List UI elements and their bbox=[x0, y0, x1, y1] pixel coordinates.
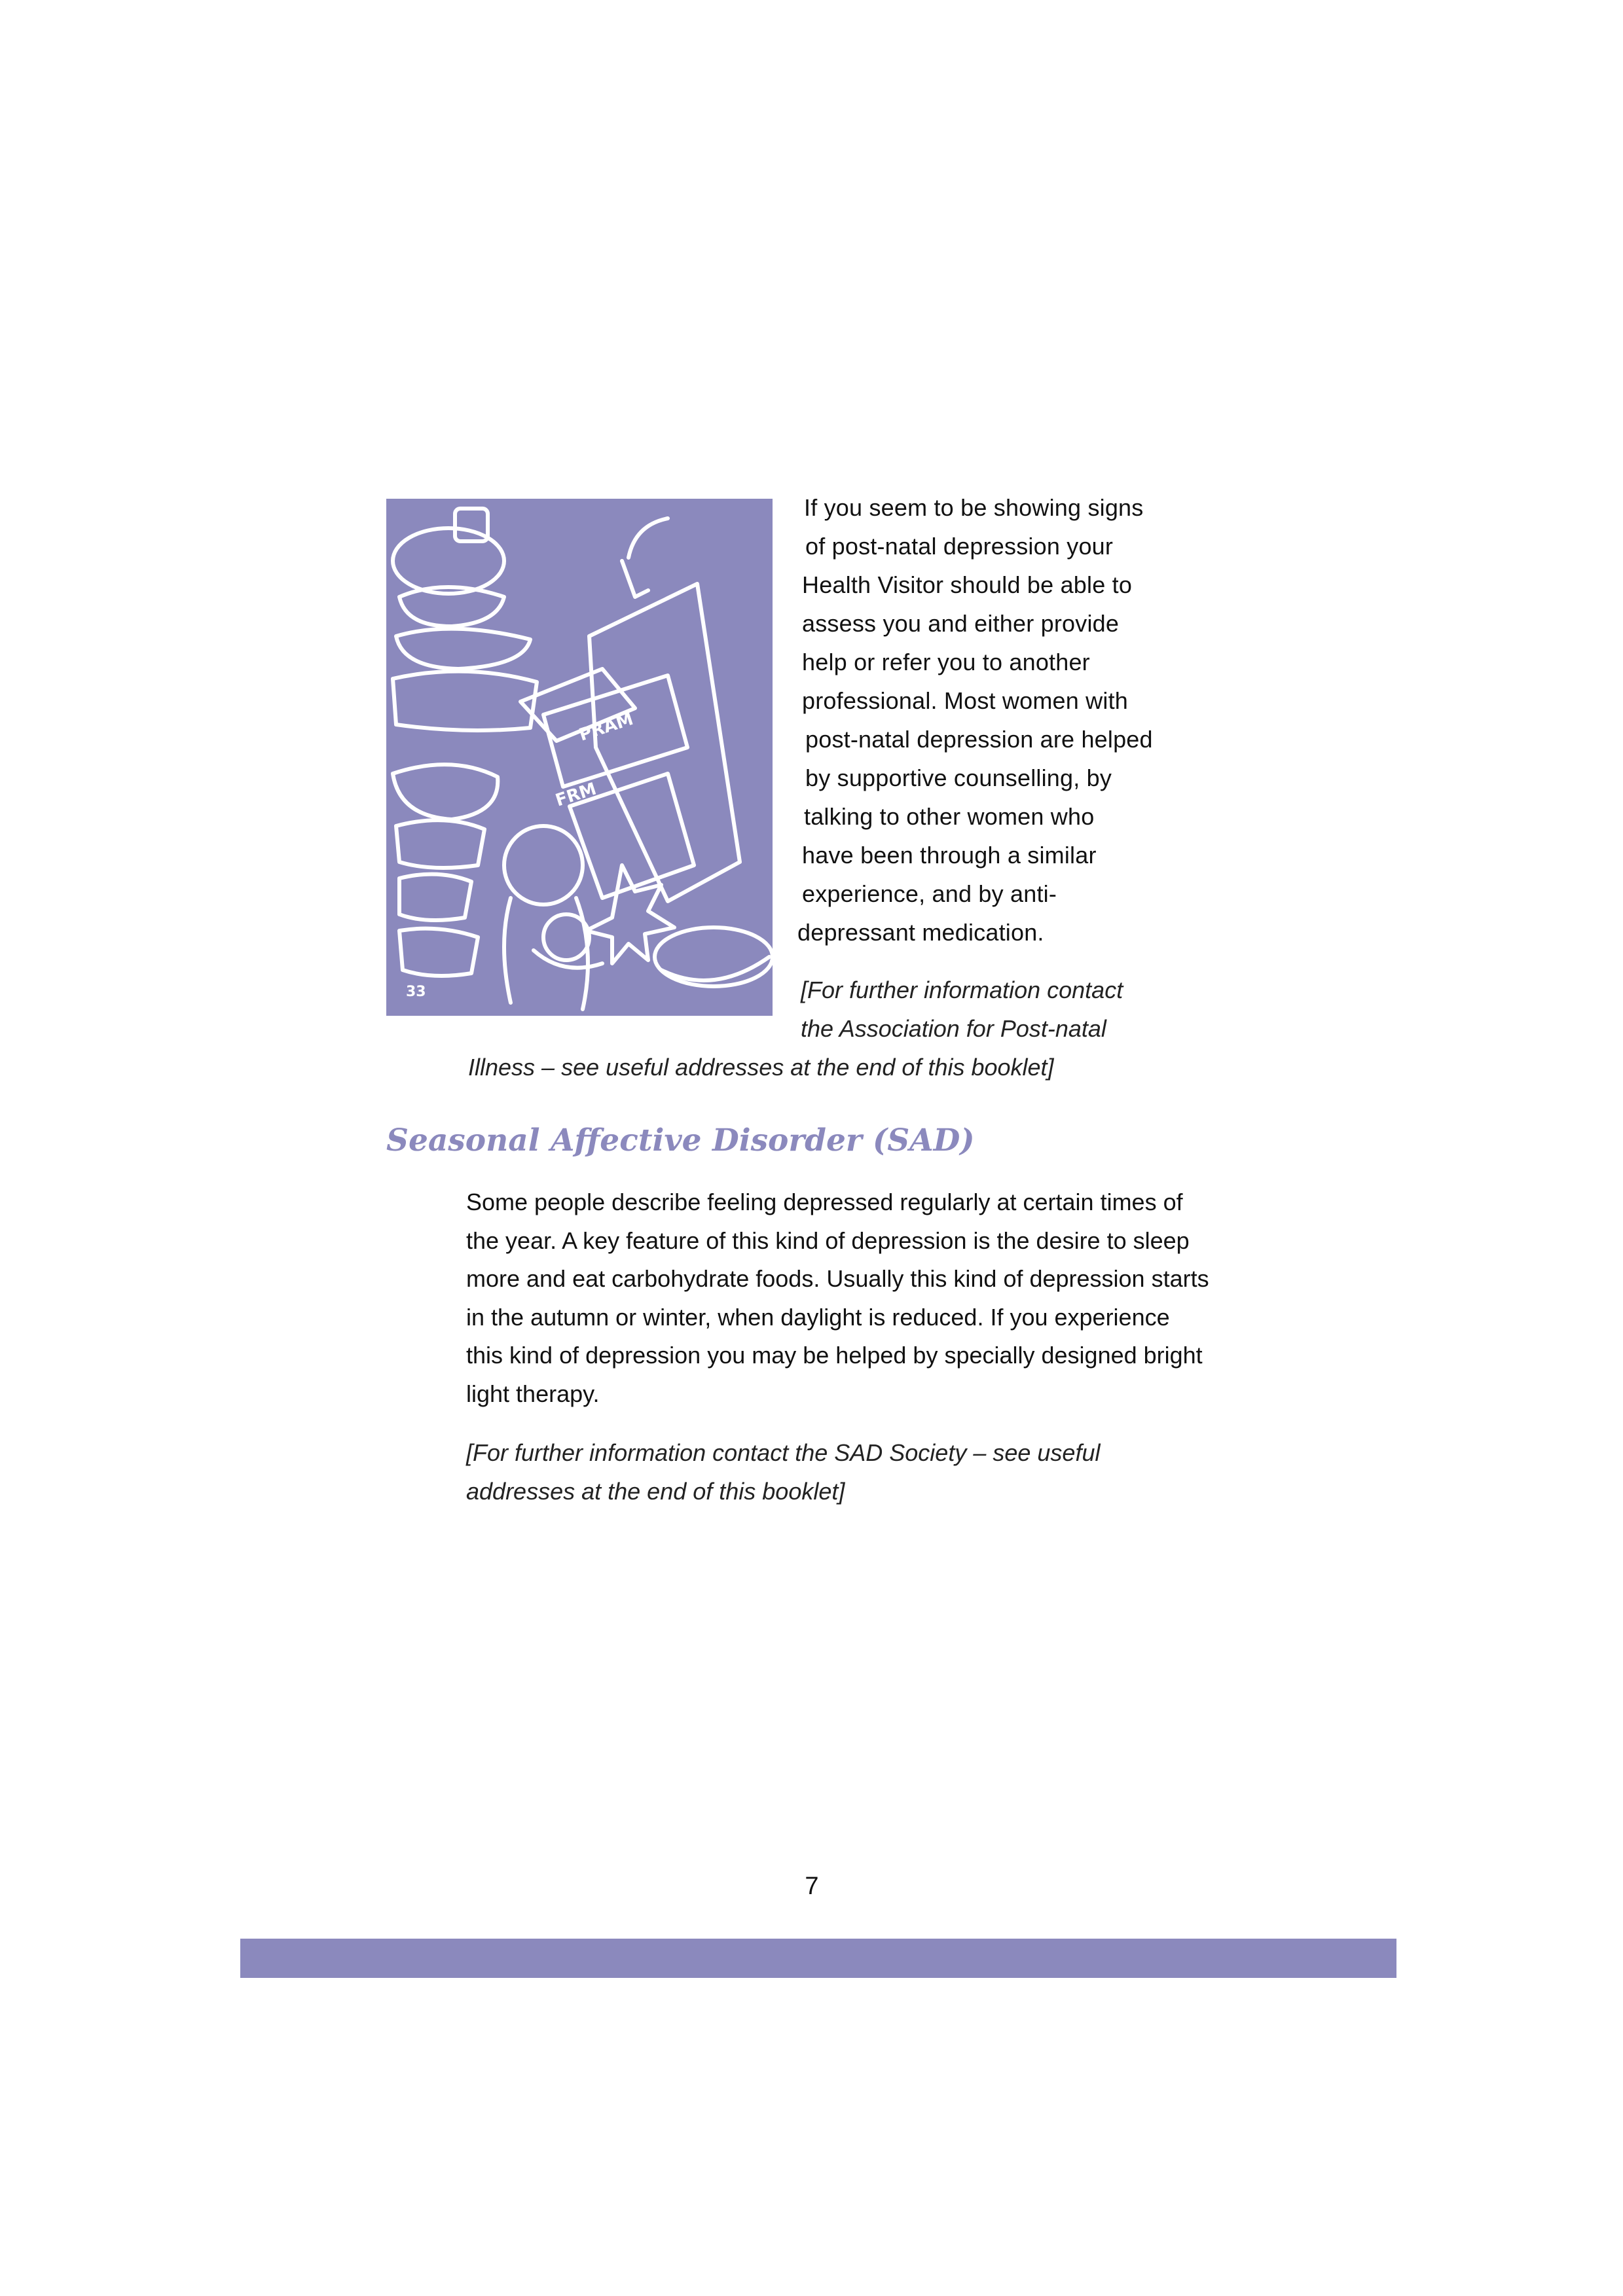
pram-label: PRAM bbox=[576, 709, 636, 745]
frm-label: FRM bbox=[553, 779, 599, 811]
footer-bar bbox=[240, 1939, 1396, 1978]
postnatal-line: professional. Most women with bbox=[802, 687, 1129, 714]
page-number: 7 bbox=[805, 1873, 819, 1900]
postnatal-line: talking to other women who bbox=[804, 803, 1095, 830]
postnatal-line: have been through a similar bbox=[802, 842, 1097, 869]
note-line: Illness – see useful addresses at the end of this booklet] bbox=[468, 1054, 1054, 1081]
postnatal-line: depressant medication. bbox=[797, 919, 1044, 946]
postnatal-line: Health Visitor should be able to bbox=[802, 571, 1133, 598]
sad-paragraph: Some people describe feeling depressed regularly at certain times of the year. A key feature of this kind of depression is the desire to sleep more and eat carbohydrate foods. Usually this kind of depression starts in the autumn or winter, when daylight is reduced. If you experience this kind of depression you may be helped by specially designed bright light therapy. bbox=[466, 1189, 1209, 1407]
postnatal-line: experience, and by anti- bbox=[802, 880, 1057, 907]
section-heading: Seasonal Affective Disorder (SAD) bbox=[386, 1122, 975, 1158]
sad-note: [For further information contact the SAD Society – see useful addresses at the end of this booklet] bbox=[466, 1439, 1101, 1505]
postnatal-line: post-natal depression are helped bbox=[805, 726, 1153, 753]
note-line: the Association for Post-natal bbox=[801, 1015, 1106, 1042]
postnatal-line: by supportive counselling, by bbox=[805, 764, 1112, 791]
mother-and-baby-illustration bbox=[386, 499, 773, 1016]
postnatal-line: If you seem to be showing signs bbox=[804, 494, 1144, 521]
postnatal-line: assess you and either provide bbox=[802, 610, 1120, 637]
note-line: [For further information contact bbox=[801, 977, 1123, 1003]
postnatal-line: help or refer you to another bbox=[802, 649, 1090, 675]
number-label: 33 bbox=[406, 984, 426, 1000]
postnatal-line: of post-natal depression your bbox=[805, 533, 1114, 560]
